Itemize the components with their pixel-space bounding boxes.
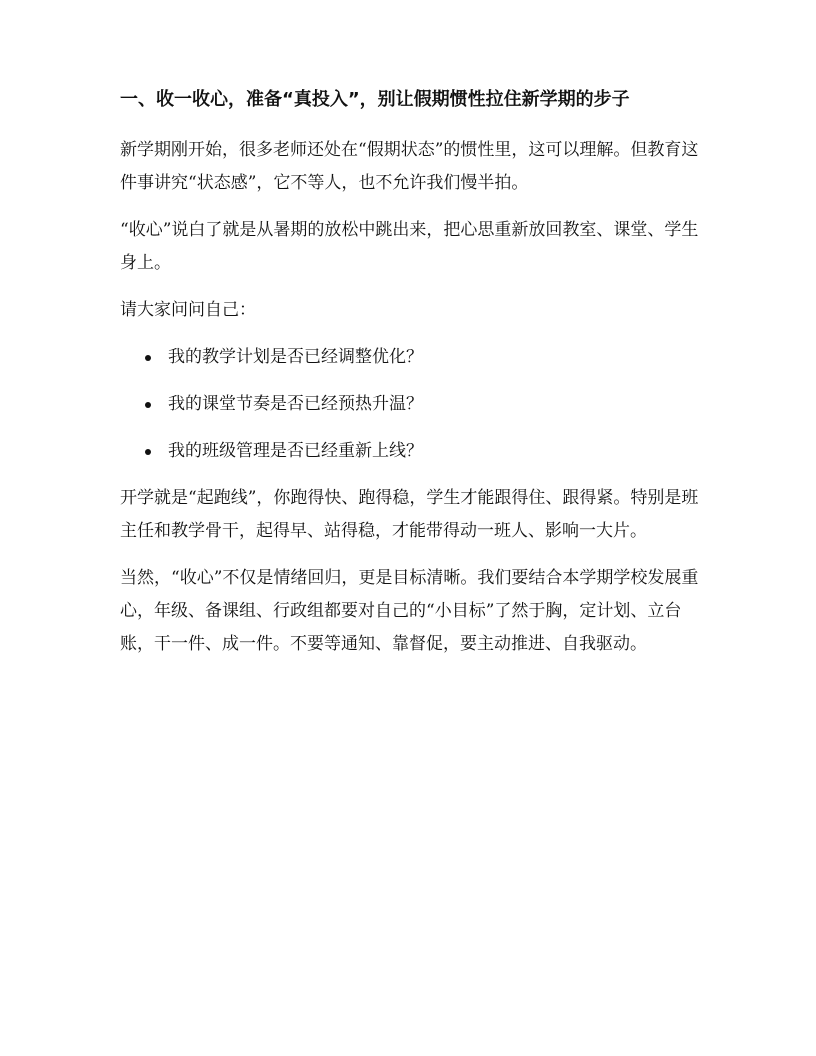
paragraph: 请大家问问自己： [120,300,256,320]
paragraph: 当然，“收心”不仅是情绪回归，更是目标清晰。我们要结合本学期学校发展重心，年级、备课组、行政组都要对自己的“小目标”了然于胸，定计划、立台账，干一件、成一件。不要等通知、靠督促，要主动推进、自我驱动。 [120,568,699,654]
paragraph: “收心”说白了就是从暑期的放松中跳出来，把心思重新放回教室、课堂、学生身上。 [120,220,699,273]
document-page [120,88,700,675]
bullet-icon [145,449,151,455]
question-list [120,341,700,468]
bullet-icon [145,402,151,408]
paragraph: 开学就是“起跑线”，你跑得快、跑得稳，学生才能跟得住、跟得紧。特别是班主任和教学骨干，起得早、站得稳，才能带得动一班人、影响一大片。 [120,488,699,541]
list-item-text: 我的班级管理是否已经重新上线？ [168,441,423,461]
paragraph: 新学期刚开始，很多老师还处在“假期状态”的惯性里，这可以理解。但教育这件事讲究“状态感”，它不等人，也不允许我们慢半拍。 [120,140,699,193]
list-item [120,435,700,468]
list-item [120,388,700,421]
list-item-text: 我的教学计划是否已经调整优化？ [168,347,423,367]
list-item [120,341,700,374]
section-heading: 一、收一收心，准备“真投入”，别让假期惯性拉住新学期的步子 [120,89,630,110]
bullet-icon [145,355,151,361]
list-item-text: 我的课堂节奏是否已经预热升温？ [168,394,423,414]
